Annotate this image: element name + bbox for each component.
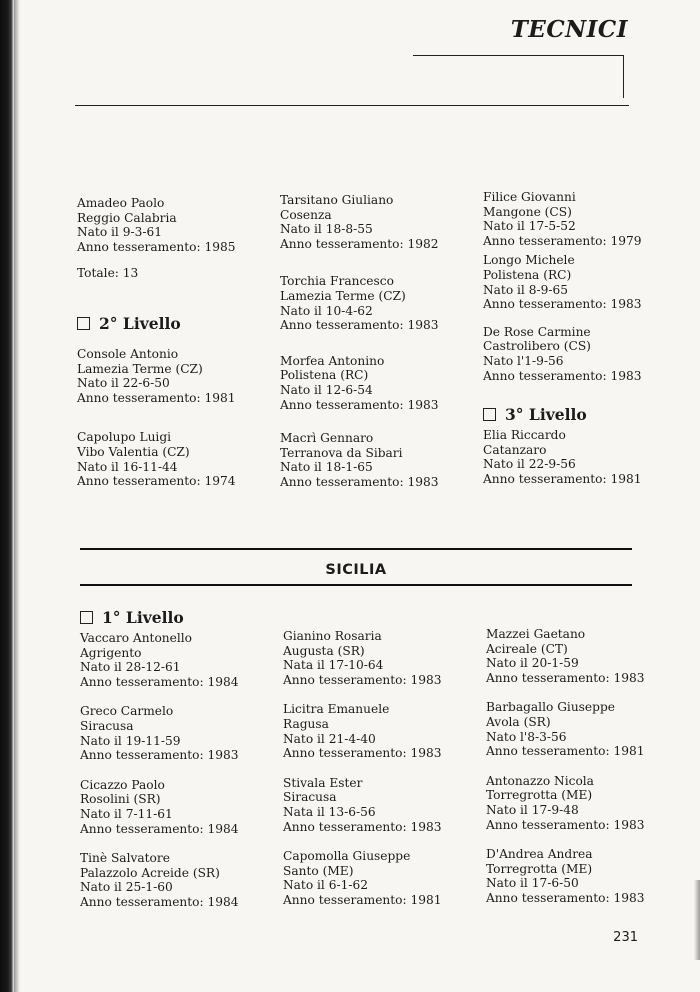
entry-place: Catanzaro [483, 442, 547, 457]
entry-year: Anno tesseramento: 1983 [283, 746, 442, 761]
level-label: 2° Livello [99, 314, 181, 333]
entry-place: Reggio Calabria [77, 210, 177, 225]
entry-place: Siracusa [80, 718, 134, 733]
list-item [483, 253, 642, 311]
entry-name: Console Antonio [77, 347, 179, 361]
entry-name: De Rose Carmine [483, 324, 591, 339]
entry-born: Nato il 17-5-52 [483, 219, 576, 234]
entry-place: Terranova da Sibari [280, 445, 403, 460]
entry-place: Siracusa [283, 790, 337, 805]
list-item [283, 702, 442, 760]
header-rule [75, 105, 629, 106]
top-col2 [280, 193, 439, 490]
level-heading-2 [77, 314, 181, 333]
entry-name: Tarsitano Giuliano [280, 193, 394, 207]
entry-name: Filice Giovanni [483, 190, 576, 204]
entry-born: Nato il 9-3-61 [77, 225, 162, 240]
entry-year: Anno tesseramento: 1983 [486, 890, 645, 905]
entry-born: Nato il 25-1-60 [80, 880, 173, 895]
entry-born: Nato il 10-4-62 [280, 303, 373, 318]
entry-year: Anno tesseramento: 1983 [283, 672, 442, 687]
entry-name: Cicazzo Paolo [80, 777, 165, 792]
entry-born: Nato l'1-9-56 [483, 353, 564, 368]
entry-name: Stivala Ester [283, 775, 363, 790]
entry-year: Anno tesseramento: 1981 [486, 744, 645, 759]
list-item [280, 354, 439, 412]
list-item [283, 849, 442, 907]
entry-born: Nato il 20-1-59 [486, 656, 579, 671]
entry-year: Anno tesseramento: 1983 [483, 297, 642, 312]
checkbox-square-icon [483, 408, 496, 421]
entry-born: Nata il 13-6-56 [283, 804, 376, 819]
list-item [486, 847, 645, 905]
top-col3 [483, 190, 642, 383]
entry-place: Mangone (CS) [483, 204, 572, 219]
top-level2-list [77, 347, 236, 489]
entry-place: Agrigento [80, 645, 142, 660]
entry-born: Nato il 19-11-59 [80, 733, 181, 748]
entry-name: Morfea Antonino [280, 353, 385, 368]
entry-place: Rosolini (SR) [80, 792, 161, 807]
list-item [283, 629, 442, 687]
entry-name: Barbagallo Giuseppe [486, 700, 615, 715]
entry-name: Amadeo Paolo [77, 196, 165, 210]
page-title: TECNICI [510, 16, 628, 43]
entry-place: Torregrotta (ME) [486, 861, 593, 876]
checkbox-square-icon [77, 317, 90, 330]
entry-year: Anno tesseramento: 1983 [486, 670, 645, 685]
entry-born: Nato il 17-6-50 [486, 876, 579, 891]
list-item [486, 627, 645, 685]
entry-born: Nato il 21-4-40 [283, 731, 376, 746]
entry-place: Augusta (SR) [283, 643, 365, 658]
entry-born: Nato il 16-11-44 [77, 459, 178, 474]
entry-name: Greco Carmelo [80, 704, 174, 719]
entry-born: Nato il 8-9-65 [483, 282, 568, 297]
list-item [80, 704, 239, 762]
entry-year: Anno tesseramento: 1979 [483, 233, 642, 248]
page-edge-shadow [694, 880, 700, 960]
entry-place: Castrolibero (CS) [483, 339, 591, 354]
list-item [77, 430, 236, 488]
entry-born: Nato il 18-1-65 [280, 460, 373, 475]
list-item [80, 631, 239, 689]
list-item [483, 428, 642, 486]
entry-place: Polistena (RC) [483, 267, 572, 282]
entry-born: Nato l'8-3-56 [486, 729, 567, 744]
entry-name: Capolupo Luigi [77, 430, 172, 445]
entry-name: Mazzei Gaetano [486, 627, 586, 641]
entry-name: Longo Michele [483, 253, 575, 268]
entry-name: Licitra Emanuele [283, 702, 390, 717]
entry-name: Macrì Gennaro [280, 431, 374, 446]
entry-name: Elia Riccardo [483, 428, 566, 442]
entry-place: Vibo Valentia (CZ) [77, 444, 190, 459]
entry-place: Torregrotta (ME) [486, 788, 593, 803]
book-spine-gradient [14, 0, 20, 992]
list-item [283, 776, 442, 834]
entry-year: Anno tesseramento: 1981 [483, 471, 642, 486]
region-col1 [80, 631, 239, 910]
list-item [280, 193, 439, 251]
entry-born: Nato il 22-6-50 [77, 376, 170, 391]
list-item [77, 196, 236, 254]
list-item [486, 774, 645, 832]
entry-born: Nato il 6-1-62 [283, 878, 368, 893]
entry-born: Nato il 17-9-48 [486, 802, 579, 817]
entry-year: Anno tesseramento: 1983 [80, 748, 239, 763]
entry-place: Santo (ME) [283, 863, 354, 878]
entry-year: Anno tesseramento: 1983 [483, 368, 642, 383]
list-item [483, 325, 642, 383]
entry-name: D'Andrea Andrea [486, 847, 593, 862]
checkbox-square-icon [80, 611, 93, 624]
list-item [280, 274, 439, 332]
top-level3-list [483, 428, 642, 486]
entry-name: Antonazzo Nicola [486, 773, 594, 788]
entry-year: Anno tesseramento: 1974 [77, 474, 236, 489]
entry-year: Anno tesseramento: 1984 [80, 821, 239, 836]
region-band [80, 548, 632, 586]
entry-place: Ragusa [283, 716, 329, 731]
list-item [77, 347, 236, 405]
entry-born: Nato il 22-9-56 [483, 457, 576, 472]
entry-born: Nato il 12-6-54 [280, 382, 373, 397]
entry-place: Lamezia Terme (CZ) [77, 361, 203, 376]
entry-name: Tinè Salvatore [80, 851, 170, 866]
entry-year: Anno tesseramento: 1983 [280, 397, 439, 412]
region-col2 [283, 629, 442, 908]
entry-year: Anno tesseramento: 1984 [80, 674, 239, 689]
list-item [80, 851, 239, 909]
entry-place: Cosenza [280, 207, 332, 222]
level-label: 3° Livello [505, 405, 587, 424]
entry-year: Anno tesseramento: 1981 [283, 892, 442, 907]
entry-name: Capomolla Giuseppe [283, 849, 411, 864]
level-heading-3 [483, 405, 587, 424]
totale: Totale: 13 [77, 266, 139, 280]
level-heading-1 [80, 608, 184, 627]
entry-year: Anno tesseramento: 1983 [283, 819, 442, 834]
region-title: SICILIA [325, 562, 387, 578]
entry-year: Anno tesseramento: 1983 [280, 474, 439, 489]
list-item [280, 431, 439, 489]
entry-place: Polistena (RC) [280, 368, 369, 383]
entry-year: Anno tesseramento: 1981 [77, 390, 236, 405]
entry-year: Anno tesseramento: 1982 [280, 236, 439, 251]
entry-born: Nato il 28-12-61 [80, 660, 181, 675]
top-col1 [77, 196, 236, 254]
list-item [80, 778, 239, 836]
entry-year: Anno tesseramento: 1984 [80, 894, 239, 909]
title-frame [413, 55, 624, 98]
entry-year: Anno tesseramento: 1983 [486, 817, 645, 832]
entry-year: Anno tesseramento: 1983 [280, 318, 439, 333]
list-item [486, 700, 645, 758]
entry-name: Vaccaro Antonello [80, 631, 192, 645]
entry-place: Lamezia Terme (CZ) [280, 288, 406, 303]
entry-place: Acireale (CT) [486, 641, 568, 656]
entry-born: Nato il 18-8-55 [280, 222, 373, 237]
entry-name: Torchia Francesco [280, 274, 394, 289]
entry-born: Nato il 7-11-61 [80, 806, 173, 821]
list-item [483, 190, 642, 248]
entry-place: Palazzolo Acreide (SR) [80, 865, 220, 880]
level-label: 1° Livello [102, 608, 184, 627]
page-number: 231 [613, 930, 638, 945]
region-col3 [486, 627, 645, 906]
entry-name: Gianino Rosaria [283, 629, 382, 643]
entry-year: Anno tesseramento: 1985 [77, 239, 236, 254]
entry-born: Nata il 17-10-64 [283, 658, 384, 673]
entry-place: Avola (SR) [486, 714, 551, 729]
book-spine-shadow [0, 0, 14, 992]
